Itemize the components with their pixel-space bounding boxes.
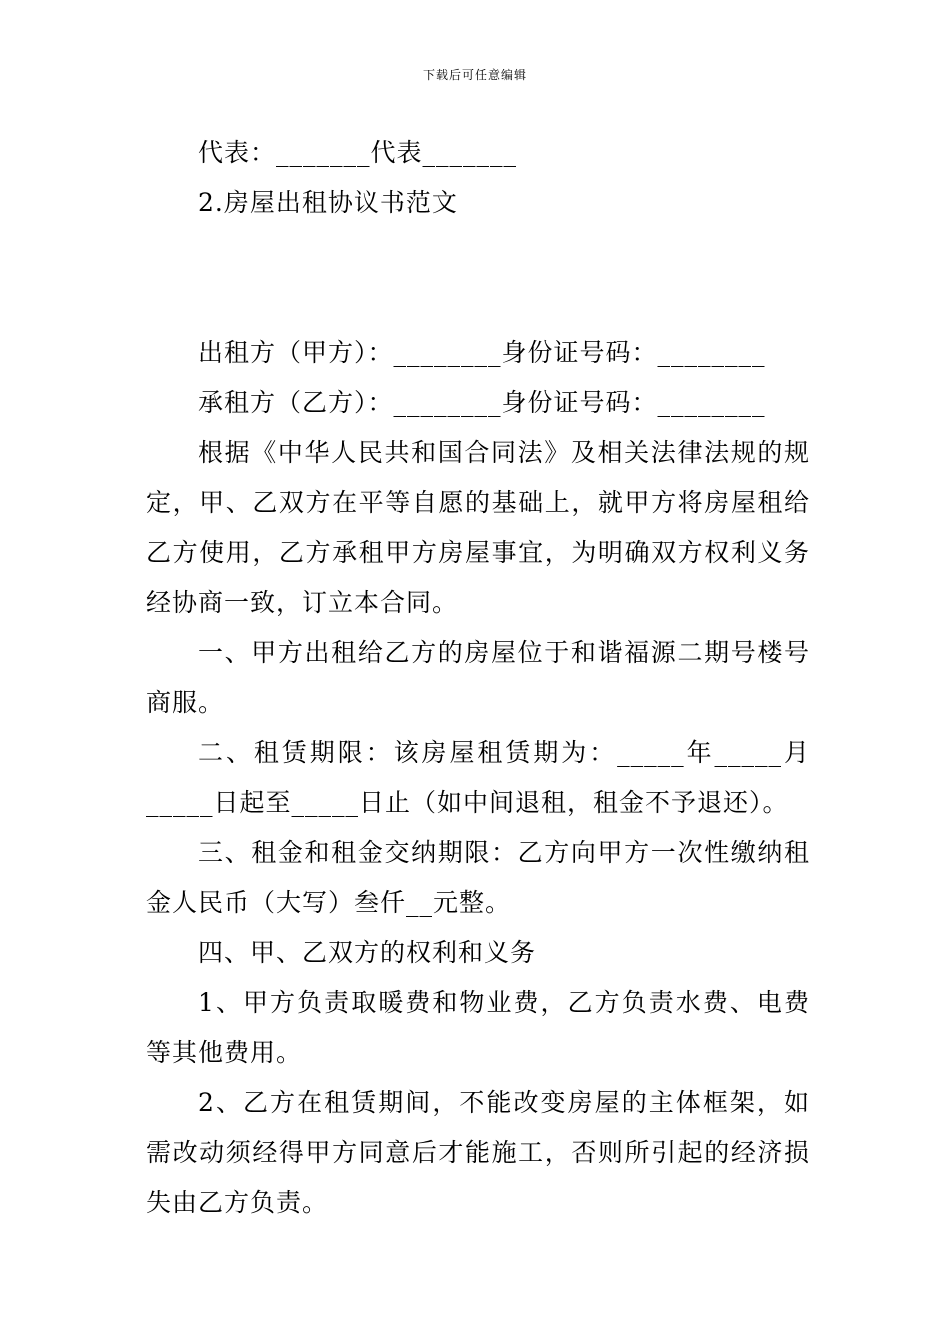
clause-4-2: 2、乙方在租赁期间，不能改变房屋的主体框架，如需改动须经得甲方同意后才能施工，否则所引起的经济损失由乙方负责。 <box>146 1088 810 1217</box>
clause-4-1: 1、甲方负责取暖费和物业费，乙方负责水费、电费等其他费用。 <box>146 988 810 1067</box>
blank-spacer <box>146 228 810 328</box>
clause-1: 一、甲方出租给乙方的房屋位于和谐福源二期号楼号商服。 <box>146 638 810 717</box>
page-header-note: 下载后可任意编辑 <box>422 68 527 82</box>
lessee-line: 承租方（乙方）：________身份证号码：________ <box>198 388 766 417</box>
clause-2: 二、租赁期限：该房屋租赁期为：_____年_____月_____日起至_____日止（如中间退租，租金不予退还）。 <box>146 738 810 817</box>
representatives-line: 代表：_______代表_______ <box>198 138 518 167</box>
preamble-paragraph: 根据《中华人民共和国合同法》及相关法律法规的规定，甲、乙双方在平等自愿的基础上，就甲方将房屋租给乙方使用，乙方承租甲方房屋事宜，为明确双方权利义务经协商一致，订立本合同。 <box>146 438 810 617</box>
lessor-line: 出租方（甲方）：________身份证号码：________ <box>198 338 766 367</box>
document-body <box>146 128 810 1228</box>
clause-3: 三、租金和租金交纳期限：乙方向甲方一次性缴纳租金人民币（大写）叁仟__元整。 <box>146 838 810 917</box>
document-title: 2.房屋出租协议书范文 <box>198 188 458 217</box>
clause-4: 四、甲、乙双方的权利和义务 <box>198 938 537 967</box>
